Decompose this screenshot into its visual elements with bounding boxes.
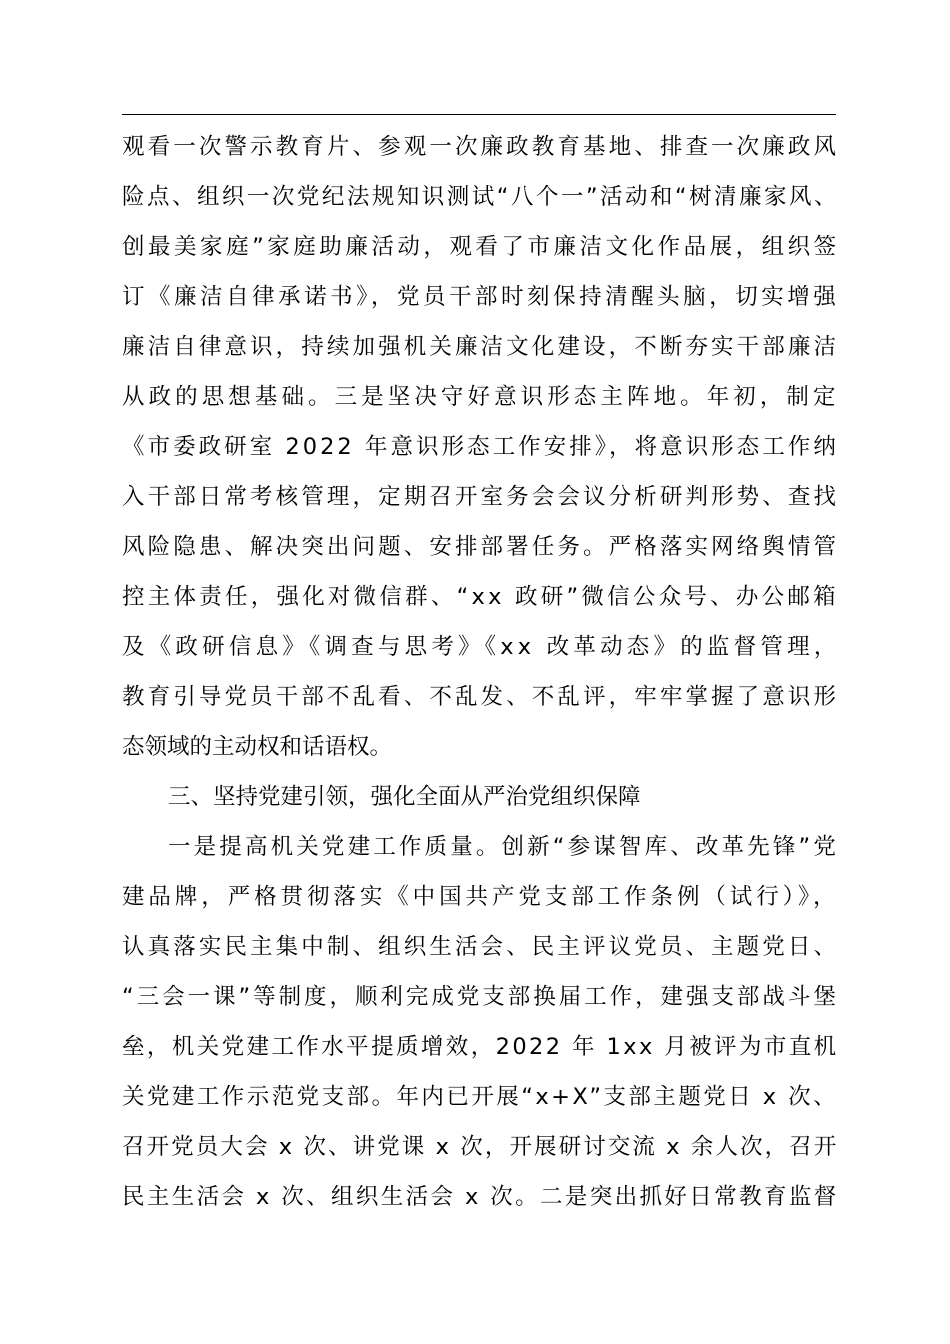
text-line: [122, 522, 840, 572]
text-line: [122, 972, 839, 1022]
text-line: [122, 622, 841, 672]
text-line-content: 险点、组织一次党纪法规知识测试“八个一”活动和“树清廉家风、: [122, 184, 839, 210]
document-body: [122, 122, 841, 1222]
text-line: [122, 572, 839, 622]
header-rule: [122, 114, 836, 115]
text-line: [122, 872, 840, 922]
text-line-content: 态领域的主动权和话语权。: [122, 734, 393, 760]
text-line: [122, 372, 840, 422]
text-line-content: 民主生活会 x 次、组织生活会 x 次。二是突出抓好日常教育监督: [122, 1184, 839, 1210]
text-line-content: 控主体责任，强化对微信群、“xx 政研”微信公众号、办公邮箱: [122, 584, 839, 610]
text-line-content: 订《廉洁自律承诺书》，党员干部时刻保持清醒头脑，切实增强: [122, 284, 840, 310]
text-line-content: 关党建工作示范党支部。年内已开展“x+X”支部主题党日 x 次、: [122, 1084, 839, 1110]
text-line: [122, 672, 840, 722]
text-line: [122, 922, 840, 972]
text-line-content: 教育引导党员干部不乱看、不乱发、不乱评，牢牢掌握了意识形: [122, 684, 840, 710]
text-line-content: 建品牌，严格贯彻落实《中国共产党支部工作条例（试行）》，: [122, 884, 840, 910]
text-line: [122, 472, 840, 522]
text-line: [122, 1022, 839, 1072]
text-line: [122, 1072, 839, 1122]
section-heading: [122, 772, 836, 822]
text-line-content: 认真落实民主集中制、组织生活会、民主评议党员、主题党日、: [122, 934, 840, 960]
text-line-content: 廉洁自律意识，持续加强机关廉洁文化建设，不断夯实干部廉洁: [122, 334, 840, 360]
text-line-content: 入干部日常考核管理，定期召开室务会会议分析研判形势、查找: [122, 484, 840, 510]
text-line-content: 《市委政研室 2022 年意识形态工作安排》，将意识形态工作纳: [122, 434, 839, 460]
text-line: [122, 122, 840, 172]
text-line-content: 召开党员大会 x 次、讲党课 x 次，开展研讨交流 x 余人次，召开: [122, 1134, 839, 1160]
text-line: [122, 1172, 839, 1222]
text-line-content: 一是提高机关党建工作质量。创新“参谋智库、改革先锋”党: [168, 834, 839, 860]
text-line: [122, 1122, 839, 1172]
text-line: [122, 272, 840, 322]
text-line-content: 及《政研信息》《调查与思考》《xx 改革动态》的监督管理，: [122, 634, 841, 660]
text-line-content: 观看一次警示教育片、参观一次廉政教育基地、排查一次廉政风: [122, 134, 840, 160]
text-line: [122, 172, 839, 222]
text-line-content: 创最美家庭”家庭助廉活动，观看了市廉洁文化作品展，组织签: [122, 234, 840, 260]
text-line: [122, 722, 836, 772]
text-line-content: “三会一课”等制度，顺利完成党支部换届工作，建强支部战斗堡: [122, 984, 839, 1010]
text-line: [122, 322, 840, 372]
section-heading-text: 三、坚持党建引领，强化全面从严治党组织保障: [168, 784, 641, 810]
text-line-content: 从政的思想基础。三是坚决守好意识形态主阵地。年初，制定: [122, 384, 840, 410]
text-line: [122, 222, 840, 272]
text-line-content: 风险隐患、解决突出问题、安排部署任务。严格落实网络舆情管: [122, 534, 840, 560]
text-line: [122, 422, 839, 472]
paragraph-first-line: [122, 822, 839, 872]
text-line-content: 垒，机关党建工作水平提质增效，2022 年 1xx 月被评为市直机: [122, 1034, 839, 1060]
